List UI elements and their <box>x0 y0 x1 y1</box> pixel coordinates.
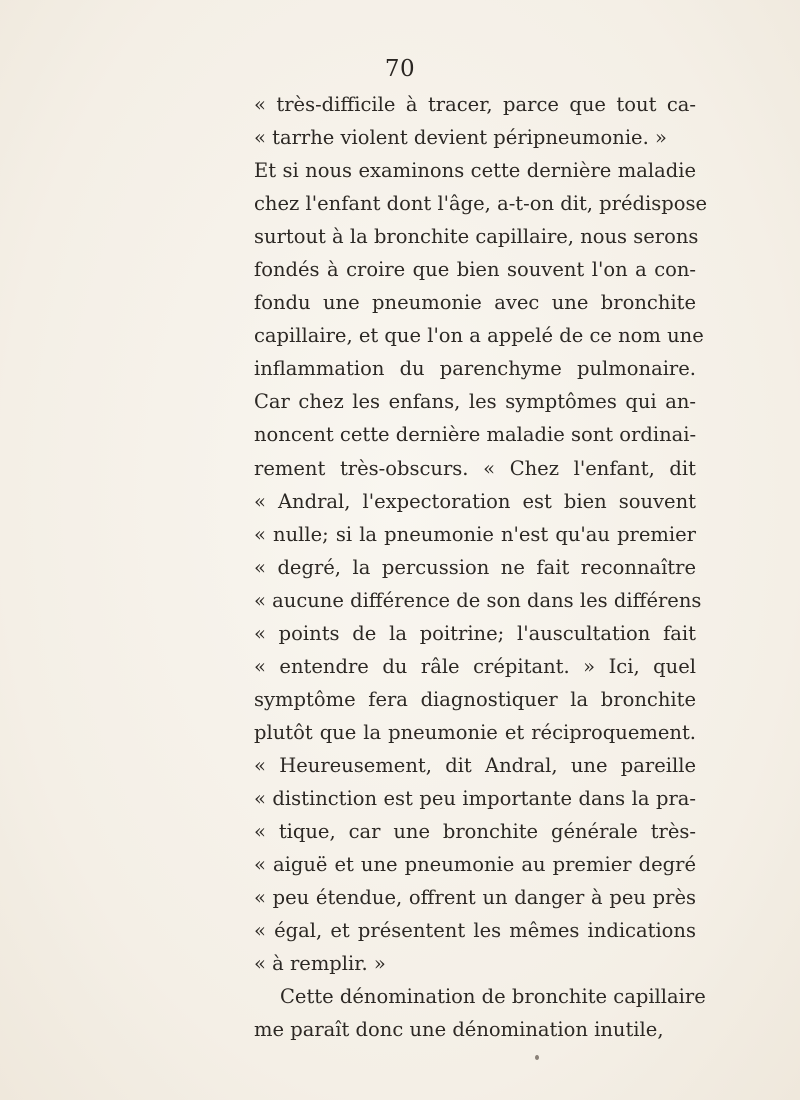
text-line: Car chez les enfans, les symptômes qui an- <box>254 390 696 414</box>
text-line: « Heureusement, dit Andral, une pareille <box>254 753 696 777</box>
text-line: « tarrhe violent devient péripneumonie. » <box>254 126 667 150</box>
text-line: fondés à croire que bien souvent l'on a con- <box>254 258 696 282</box>
text-line: « tique, car une bronchite générale très- <box>254 820 696 844</box>
text-line: « très-difficile à tracer, parce que tout ca- <box>254 93 696 116</box>
text-line: « aucune différence de son dans les différens <box>254 588 702 612</box>
text-line: Et si nous examinons cette dernière maladie <box>254 159 696 183</box>
text-line: noncent cette dernière maladie sont ordinai- <box>254 423 697 447</box>
text-line: « points de la poitrine; l'auscultation fait <box>254 621 696 645</box>
text-line: « peu étendue, offrent un danger à peu près <box>254 886 696 910</box>
text-line: « égal, et présentent les mêmes indications <box>254 919 696 943</box>
body-text <box>254 88 774 1046</box>
text-line: me paraît donc une dénomination inutile, <box>254 1018 664 1042</box>
text-line: plutôt que la pneumonie et réciproquement. <box>254 720 696 744</box>
text-line: Cette dénomination de bronchite capillaire <box>280 985 706 1009</box>
text-line: symptôme fera diagnostiquer la bronchite <box>254 687 696 711</box>
page-number: 70 <box>384 56 416 82</box>
text-line: capillaire, et que l'on a appelé de ce nom une <box>254 324 704 348</box>
text-line: « aiguë et une pneumonie au premier degré <box>254 853 696 877</box>
text-line: « entendre du râle crépitant. » Ici, quel <box>254 654 696 678</box>
text-line: « à remplir. » <box>254 952 386 976</box>
ink-speck <box>535 1055 539 1060</box>
text-line: fondu une pneumonie avec une bronchite <box>254 291 696 315</box>
text-line: « Andral, l'expectoration est bien souvent <box>254 489 696 513</box>
text-line: « distinction est peu importante dans la pra- <box>254 786 696 810</box>
text-line: chez l'enfant dont l'âge, a-t-on dit, prédispose <box>254 192 708 216</box>
text-line: « degré, la percussion ne fait reconnaître <box>254 555 696 579</box>
text-line: rement très-obscurs. « Chez l'enfant, dit <box>254 456 696 480</box>
text-line: surtout à la bronchite capillaire, nous serons <box>254 225 699 249</box>
text-line: « nulle; si la pneumonie n'est qu'au premier <box>254 522 696 546</box>
text-line: inflammation du parenchyme pulmonaire. <box>254 357 696 381</box>
